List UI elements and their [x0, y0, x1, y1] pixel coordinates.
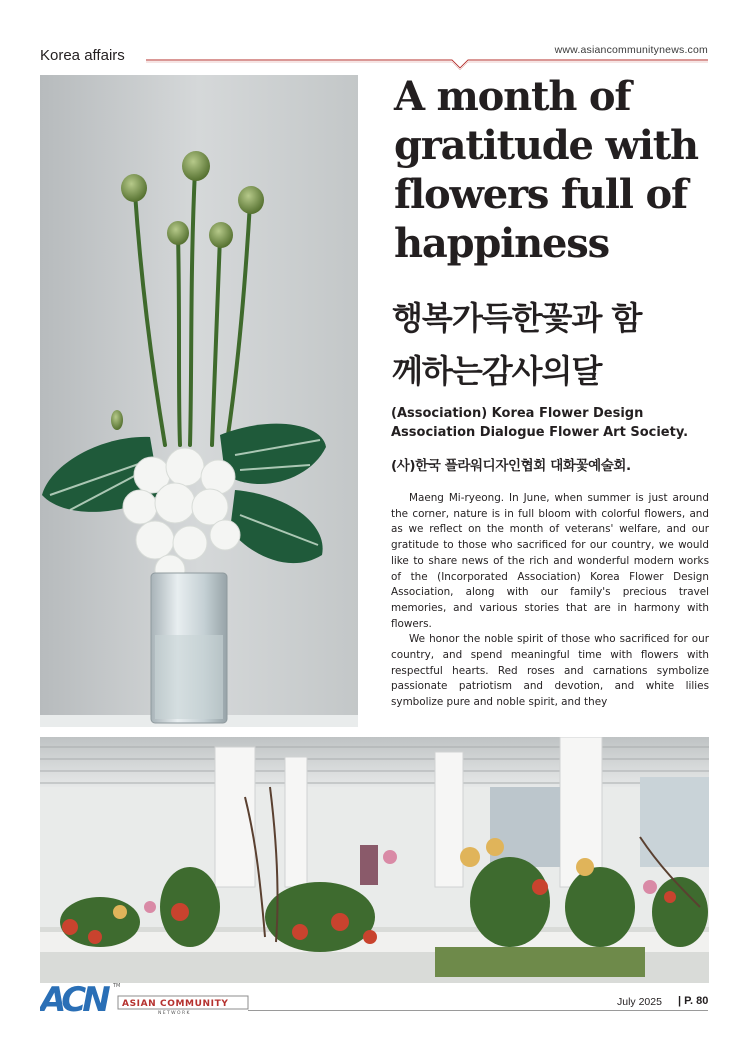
- organization-line: (Association) Korea Flower Design: [391, 406, 644, 421]
- footer-rule: [248, 1010, 708, 1011]
- logo-letters: ACN: [40, 980, 107, 1016]
- flower-arrangement-photo: [40, 75, 358, 727]
- header-rule: [0, 0, 748, 80]
- logo-trademark: TM: [113, 983, 121, 989]
- organization-line: Association Dialogue Flower Art Society.: [391, 425, 689, 440]
- asian-community-network-logo[interactable]: [40, 980, 260, 1016]
- site-url[interactable]: www.asiancommunitynews.com: [554, 44, 708, 56]
- exhibition-hall-photo: [40, 737, 709, 983]
- headline-line: flowers full of: [394, 171, 687, 218]
- paragraph: We honor the noble spirit of those who sacrificed for our country, and spend meaningful time with flowers with respectful hearts. Red roses and carnations symbolize passionate patriotism and devotion, and white lilies symbolize pure and noble spirit, and they: [391, 633, 709, 709]
- headline-line: happiness: [394, 220, 609, 267]
- logo-name: ASIAN COMMUNITY: [122, 999, 229, 1009]
- logo-subtitle: NETWORK: [158, 1011, 191, 1016]
- organization-korean: (사)한국 플라워디자인협회 대화꽃예술회.: [391, 458, 631, 474]
- article-body: [391, 491, 709, 711]
- section-label: Korea affairs: [40, 47, 125, 64]
- paragraph: Maeng Mi-ryeong. In June, when summer is just around the corner, nature is in full bloom with colorful flowers, and as we reflect on the month of veterans' welfare, and our gratitude to those who sacrificed for our country, we would like to share news of the rich and wonderful modern works of the (Incorporated Association) Korea Flower Design Association, along with our family's precious travel memories, and various stories that are in harmony with flowers.: [391, 492, 709, 630]
- headline-line: gratitude with: [394, 122, 698, 169]
- korean-headline-line: 께하는감사의달: [392, 352, 602, 390]
- issue-date: July 2025: [617, 996, 662, 1008]
- korean-headline: [392, 292, 722, 398]
- page-number: | P. 80: [678, 995, 709, 1007]
- headline-line: A month of: [394, 73, 631, 120]
- organization-english: [391, 404, 721, 442]
- korean-headline-line: 행복가득한꽃과 함: [392, 299, 642, 337]
- headline: [394, 72, 724, 268]
